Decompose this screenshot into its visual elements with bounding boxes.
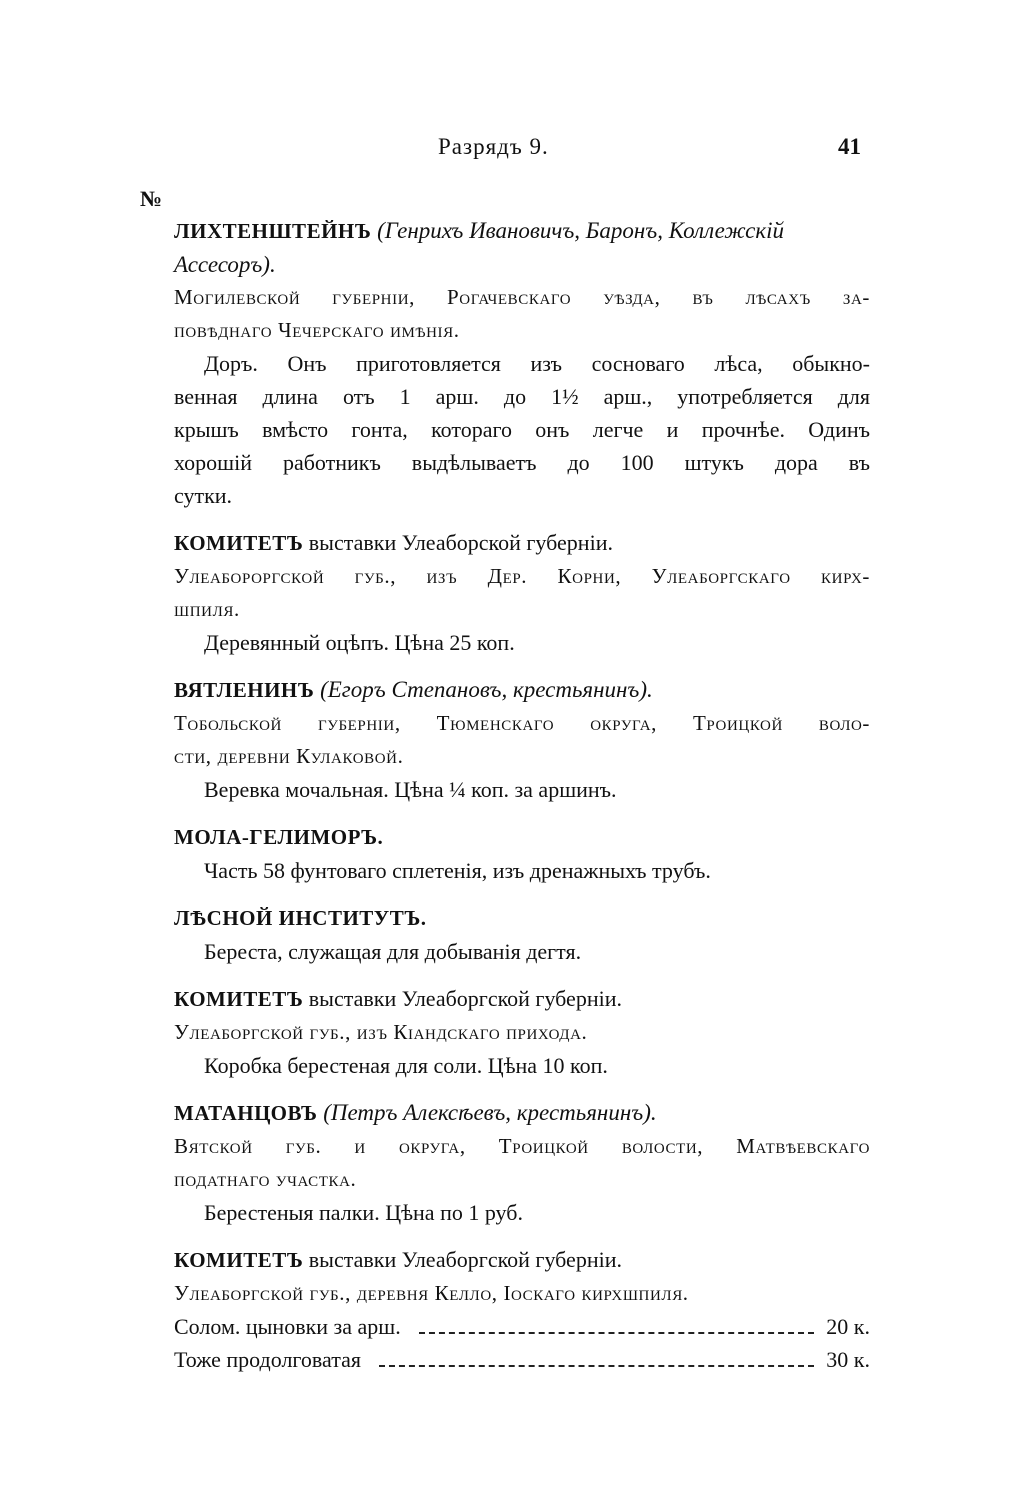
dotted-leader: [379, 1365, 814, 1367]
exhibitor-name: КОМИТЕТЪ: [174, 531, 304, 555]
location-line: шпиля.: [174, 597, 240, 621]
location-line: Могилевской губерніи, Рогачевскаго уѣзда, въ лѣсахъ за-: [174, 285, 870, 309]
price-item-label: Тоже продолговатая: [174, 1347, 361, 1372]
page-header: [0, 134, 1012, 166]
catalog-entry: [174, 673, 870, 806]
exhibitor-title: (Петръ Алексѣевъ, крестьянинъ).: [317, 1100, 657, 1125]
description-line: Берестеныя палки. Цѣна по 1 руб.: [204, 1200, 523, 1225]
price-item-value: 30 к.: [826, 1347, 870, 1372]
exhibitor-detail: выставки Улеаборской губерніи.: [303, 530, 613, 555]
exhibitor-title: (Генрихъ Ивановичъ, Баронъ, Коллежскій: [371, 218, 784, 243]
catalog-entry: [174, 982, 870, 1082]
exhibitor-name: ЛИХТЕНШТЕЙНЪ: [174, 219, 372, 243]
price-item-value: 20 к.: [826, 1314, 870, 1339]
description-line: Береста, служащая для добыванія дегтя.: [204, 939, 582, 964]
price-item: [174, 1310, 870, 1343]
location-line: сти, деревни Кулаковой.: [174, 744, 404, 768]
exhibitor-name: КОМИТЕТЪ: [174, 1248, 304, 1272]
section-title: Разрядъ 9.: [438, 134, 549, 159]
description-line: Доръ. Онъ приготовляется изъ сосноваго лѣса, обыкно-: [204, 351, 870, 376]
location-line: повѣднаго Чечерскаго имѣнія.: [174, 318, 460, 342]
location-line: Улеабороргской губ., изъ Дер. Корни, Улеаборгскаго кирх-: [174, 564, 870, 588]
exhibitor-title-cont: Ассесоръ).: [174, 252, 276, 277]
catalog-entry: [174, 1096, 870, 1229]
catalog-entry: [174, 214, 870, 512]
exhibitor-detail: выставки Улеаборгской губерніи.: [303, 1247, 622, 1272]
description-line: Часть 58 фунтоваго сплетенія, изъ дренажныхъ трубъ.: [204, 858, 711, 883]
catalog-entry: [174, 901, 870, 968]
exhibitor-name: МАТАНЦОВЪ: [174, 1101, 318, 1125]
price-item-label: Солом. цыновки за арш.: [174, 1314, 401, 1339]
numero-sign: №: [140, 186, 163, 211]
location-line: Тобольской губерніи, Тюменскаго округа, Троицкой воло-: [174, 711, 870, 735]
description-line: Веревка мочальная. Цѣна ¼ коп. за аршинъ.: [204, 777, 617, 802]
description-line: Коробка берестеная для соли. Цѣна 10 коп.: [204, 1053, 608, 1078]
description-line: крышъ вмѣсто гонта, котораго онъ легче и прочнѣе. Одинъ: [174, 417, 870, 442]
location-line: податнаго участка.: [174, 1167, 357, 1191]
exhibitor-name: МОЛА-ГЕЛИМОРЪ.: [174, 825, 384, 849]
exhibitor-detail: выставки Улеаборгской губерніи.: [303, 986, 622, 1011]
exhibitor-title: (Егоръ Степановъ, крестьянинъ).: [314, 677, 653, 702]
catalog-entry: [174, 820, 870, 887]
location-line: Улеаборгской губ., деревня Келло, Іоскаго кирхшпиля.: [174, 1281, 689, 1305]
exhibitor-name: ЛѢСНОЙ ИНСТИТУТЪ.: [174, 906, 427, 930]
price-item: [174, 1343, 870, 1376]
dotted-leader: [419, 1332, 815, 1334]
description-line: Деревянный оцѣпъ. Цѣна 25 коп.: [204, 630, 515, 655]
exhibitor-name: КОМИТЕТЪ: [174, 987, 304, 1011]
exhibitor-name: ВЯТЛЕНИНЪ: [174, 678, 315, 702]
description-line: венная длина отъ 1 арш. до 1½ арш., употребляется для: [174, 384, 870, 409]
catalog-entry: [174, 526, 870, 659]
description-line: сутки.: [174, 483, 233, 508]
catalog-content: [174, 214, 870, 1376]
description-line: хорошій работникъ выдѣлываетъ до 100 штукъ дора въ: [174, 450, 870, 475]
catalog-entry: [174, 1243, 870, 1376]
page-number: 41: [838, 134, 861, 159]
location-line: Улеаборгской губ., изъ Кіандскаго прихода.: [174, 1020, 588, 1044]
location-line: Вятской губ. и округа, Троицкой волости, Матвѣевскаго: [174, 1134, 870, 1158]
